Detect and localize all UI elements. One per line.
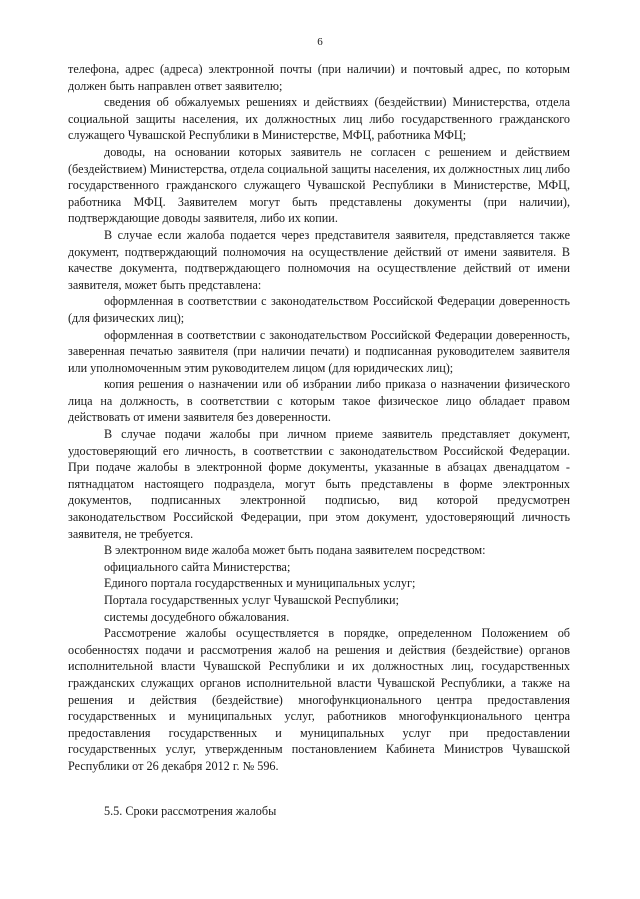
paragraph: доводы, на основании которых заявитель не согласен с решением и действием (бездействием) Министерства, отдела социальной защиты населения, их должностных лиц либо государственного гражданского служащего Чувашской Республики в Министерстве, МФЦ, работника МФЦ. Заявителем могут быть представлены документы (при наличии), подтверждающие доводы заявителя, либо их копии. — [68, 144, 570, 226]
paragraph: Рассмотрение жалобы осуществляется в порядке, определенном Положением об особенностях подачи и рассмотрения жалоб на решения и действия (бездействие) органов исполнительной власти Чувашской Республики и их должностных лиц, государственных гражданских служащих органов исполнительной власти Чувашской Республики, а также на решения и действия (бездействие) многофункционального центра предоставления государственных и муниципальных услуг, работников многофункционального центра предоставления государственных и муниципальных услуг при предоставлении государственных услуг, утвержденным постановлением Кабинета Министров Чувашской Республики от 26 декабря 2012 г. № 596. — [68, 626, 570, 773]
paragraph: В электронном виде жалоба может быть подана заявителем посредством: — [104, 543, 486, 558]
paragraph: копия решения о назначении или об избрании либо приказа о назначении физического лица на должность, в соответствии с которым такое физическое лицо обладает правом действовать от имени заявителя без доверенности. — [68, 377, 570, 425]
paragraph: оформленная в соответствии с законодательством Российской Федерации доверенность (для физических лиц); — [68, 294, 570, 325]
paragraph: В случае если жалоба подается через представителя заявителя, представляется также документ, подтверждающий полномочия на осуществление действий от имени заявителя. В качестве документа, подтверждающего полномочия на осуществление действий от имени заявителя, может быть представлена: — [68, 227, 570, 292]
section-heading: 5.5. Сроки рассмотрения жалобы — [104, 804, 277, 818]
paragraph: оформленная в соответствии с законодательством Российской Федерации доверенность, заверенная печатью заявителя (при наличии печати) и подписанная руководителем заявителя или уполномоченным этим руководителем лицом (для юридических лиц); — [68, 327, 570, 375]
list-item: Портала государственных услуг Чувашской Республики; — [104, 593, 399, 607]
page-number: 6 — [317, 36, 323, 48]
list-item: системы досудебного обжалования. — [104, 609, 290, 624]
paragraph: сведения об обжалуемых решениях и действиях (бездействии) Министерства, отдела социальной защиты населения, их должностных лиц либо государственного гражданского служащего Чувашской Республики в Министерстве, МФЦ, работника МФЦ; — [68, 95, 570, 143]
body-text — [68, 61, 570, 775]
paragraph: телефона, адрес (адреса) электронной почты (при наличии) и почтовый адрес, по которым должен быть направлен ответ заявителю; — [68, 62, 570, 93]
list-item: официального сайта Министерства; — [104, 559, 291, 574]
list-item: Единого портала государственных и муниципальных услуг; — [104, 576, 416, 591]
paragraph: В случае подачи жалобы при личном приеме заявитель представляет документ, удостоверяющий его личность, в соответствии с законодательством Российской Федерации. При подаче жалобы в электронной форме документы, указанные в абзацах двенадцатом - пятнадцатом настоящего подраздела, могут быть представлены в форме электронных документов, подписанных электронной подписью, вид которой предусмотрен законодательством Российской Федерации, при этом документ, удостоверяющий личность заявителя, не требуется. — [68, 427, 570, 541]
